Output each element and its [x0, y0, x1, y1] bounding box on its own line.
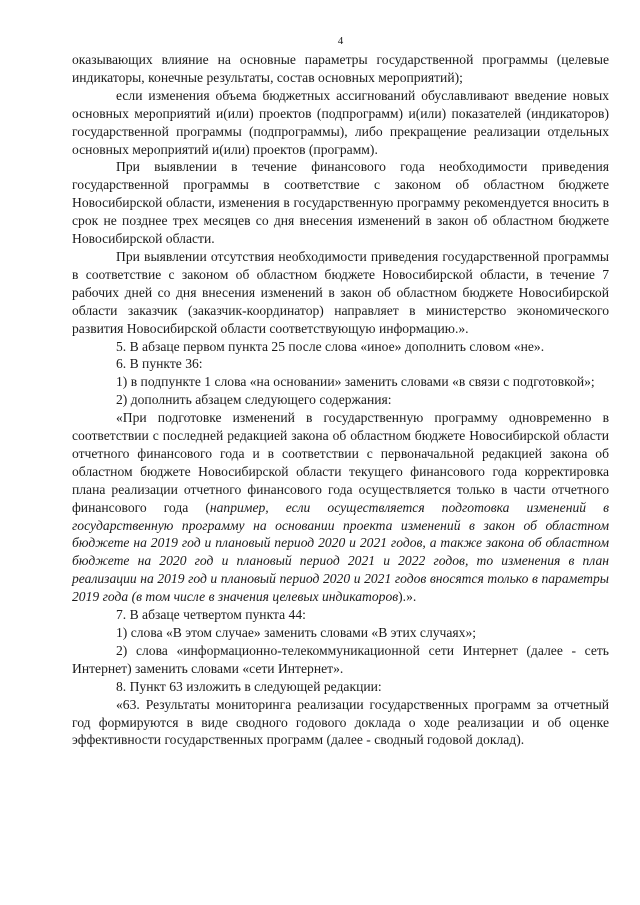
- quoted-addition-example: например, если осуществляется подготовка изменений в государственную программу на основании проекта изменений в закон об областном бюджете на 2019 год и плановый период 2020 и 2021 годов, а также закона об областном бюджете на 2020 год и плановый период 2021 и 2022 годов, то изменения в план реализации на 2019 год и плановый период 2020 и 2021 годов вносятся только в параметры 2019 года (в том числе в значения целевых индикаторов: [72, 499, 609, 605]
- document-page: [72, 0, 609, 749]
- quoted-addition-text: «При подготовке изменений в государственную программу одновременно в соответствии с последней редакцией закона об областном бюджете Новосибирской области отчетного финансового года и в соответствии с первоначальной редакцией закона об областном бюджете Новосибирской области текущего финансового года корректировка плана реализации отчетного финансового года осуществляется только в части отчетного финансового года (: [72, 410, 609, 515]
- paragraph-item-5: 5. В абзаце первом пункта 25 после слова «иное» дополнить словом «не».: [116, 338, 545, 354]
- paragraph-quoted-addition: [72, 409, 609, 606]
- quoted-addition-end: ).».: [398, 589, 417, 605]
- page-number: 4: [337, 35, 344, 47]
- paragraph-item-7-sub-1: 1) слова «В этом случае» заменить словами «В этих случаях»;: [116, 625, 477, 640]
- paragraph-item-6: 6. В пункте 36:: [116, 356, 203, 372]
- paragraph-continuation: оказывающих влияние на основные параметры государственной программы (целевые индикаторы, конечные результаты, состав основных мероприятий);: [72, 52, 609, 85]
- paragraph-item-6-sub-1: 1) в подпункте 1 слова «на основании» заменить словами «в связи с подготовкой»;: [116, 374, 595, 390]
- paragraph-item-63: «63. Результаты мониторинга реализации государственных программ за отчетный год формируются в виде сводного годового доклада о ходе реализации и об оценке эффективности государственных программ (далее - сводный годовой доклад).: [72, 696, 609, 748]
- paragraph-budget-changes: если изменения объема бюджетных ассигнований обуславливают введение новых основных мероприятий и(или) проектов (подпрограмм) и(или) показателей (индикаторов) государственной программы (подпрограммы), либо прекращение реализации отдельных основных мероприятий и(или) проектов (программ).: [72, 87, 609, 157]
- paragraph-item-7: 7. В абзаце четвертом пункта 44:: [116, 607, 306, 623]
- paragraph-item-6-sub-2: 2) дополнить абзацем следующего содержания:: [116, 392, 392, 408]
- paragraph-item-7-sub-2: 2) слова «информационно-телекоммуникационной сети Интернет (далее - сеть Интернет) заменить словами «сети Интернет».: [72, 642, 609, 676]
- paragraph-item-8: 8. Пункт 63 изложить в следующей редакции:: [116, 678, 382, 694]
- paragraph-fiscal-year-changes: При выявлении в течение финансового года необходимости приведения государственной программы в соответствие с законом об областном бюджете Новосибирской области, изменения в государственную программу рекомендуется вносить в срок не позднее трех месяцев со дня внесения изменений в закон об областном бюджете Новосибирской области.: [72, 159, 609, 247]
- paragraph-no-changes-needed: При выявлении отсутствия необходимости приведения государственной программы в соответствие с законом об областном бюджете Новосибирской области, в течение 7 рабочих дней со дня внесения изменений в закон об областном бюджете Новосибирской области заказчик (заказчик-координатор) направляет в министерство экономического развития Новосибирской области соответствующую информацию.».: [72, 248, 609, 336]
